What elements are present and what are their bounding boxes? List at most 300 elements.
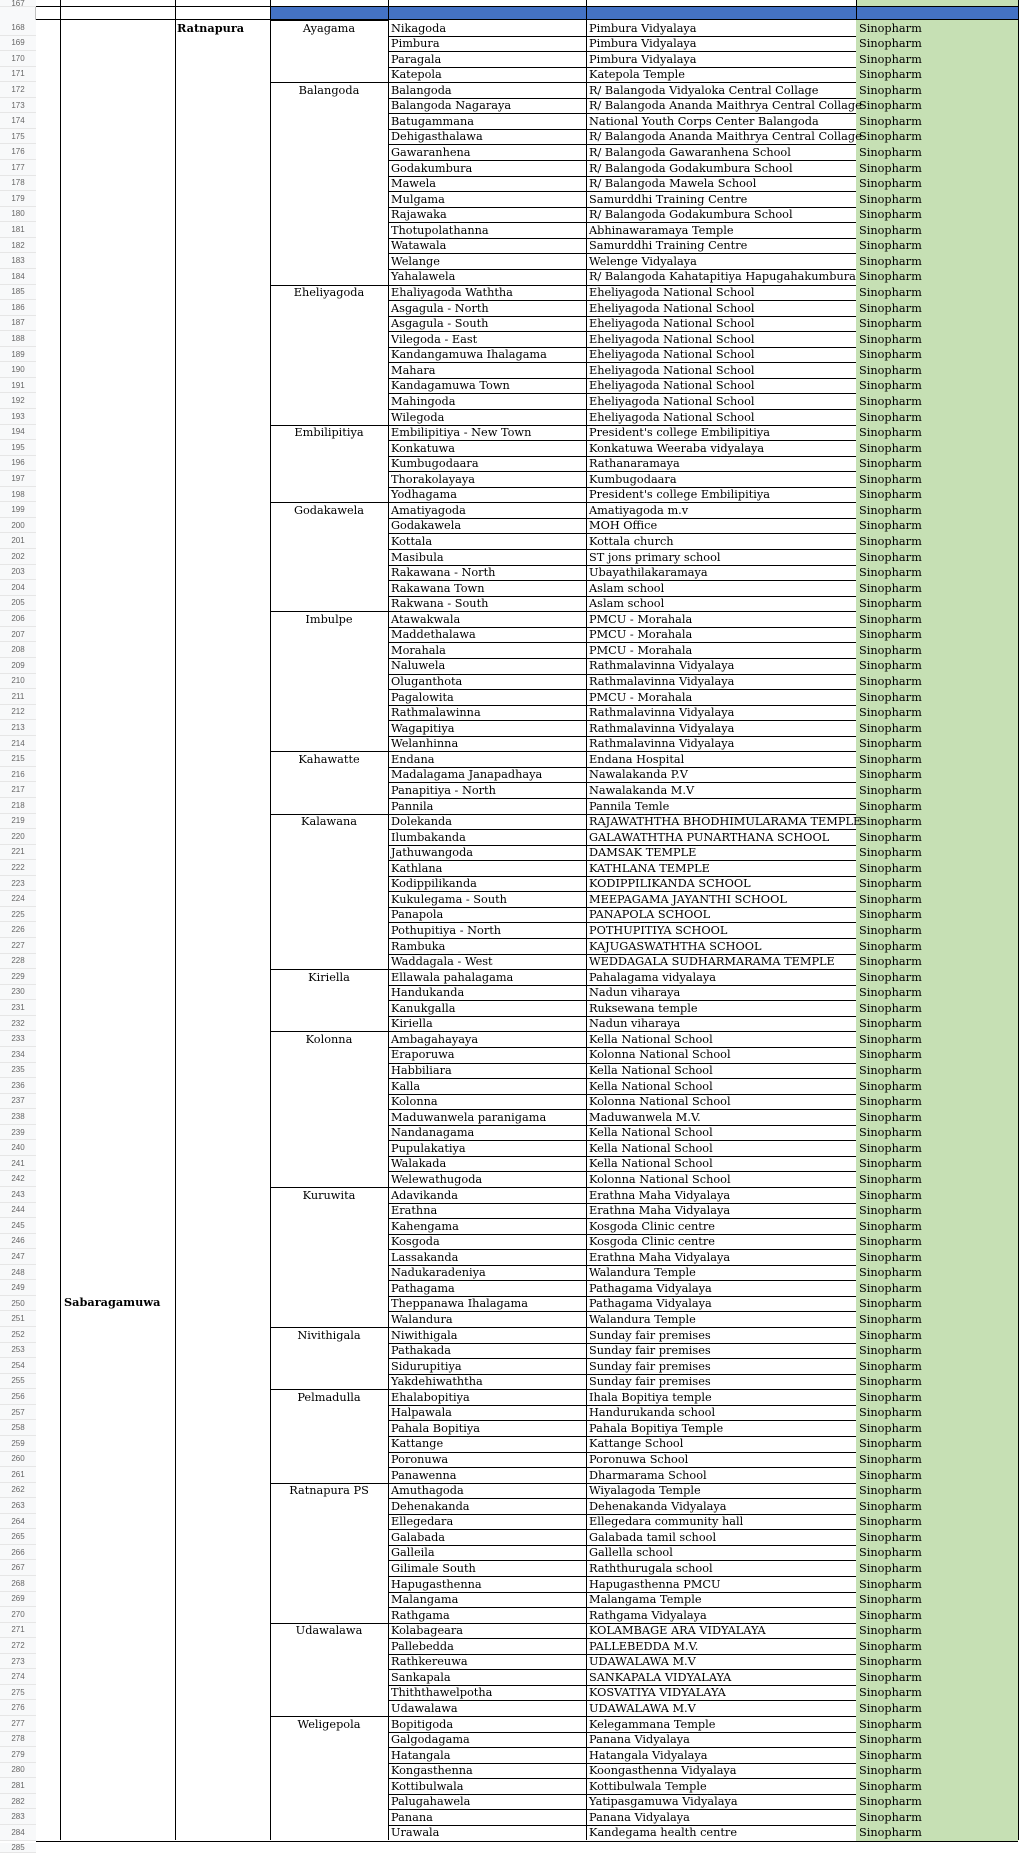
gn-division-cell[interactable]: Maduwanwela paranigama bbox=[391, 1110, 547, 1124]
venue-cell[interactable]: Abhinawaramaya Temple bbox=[589, 223, 734, 237]
venue-cell[interactable]: Rathmalavinna Vidyalaya bbox=[589, 721, 735, 735]
vaccine-cell[interactable]: Sinopharm bbox=[859, 1608, 922, 1622]
vaccine-cell[interactable]: Sinopharm bbox=[859, 239, 922, 253]
vaccine-cell[interactable]: Sinopharm bbox=[859, 1826, 922, 1840]
gn-division-cell[interactable]: Rathkereuwa bbox=[391, 1655, 468, 1669]
gn-division-cell[interactable]: Kumbugodaara bbox=[391, 457, 479, 471]
vaccine-cell[interactable]: Sinopharm bbox=[859, 923, 922, 937]
vaccine-cell[interactable]: Sinopharm bbox=[859, 1110, 922, 1124]
venue-cell[interactable]: SANKAPALA VIDYALAYA bbox=[589, 1670, 732, 1684]
gn-division-cell[interactable]: Nadukaradeniya bbox=[391, 1266, 486, 1280]
venue-cell[interactable]: Kelegammana Temple bbox=[589, 1717, 716, 1731]
vaccine-cell[interactable]: Sinopharm bbox=[859, 286, 922, 300]
venue-cell[interactable]: Ruksewana temple bbox=[589, 1001, 698, 1015]
vaccine-cell[interactable]: Sinopharm bbox=[859, 161, 922, 175]
venue-cell[interactable]: Sunday fair premises bbox=[589, 1359, 711, 1373]
gn-division-cell[interactable]: Atawakwala bbox=[391, 612, 461, 626]
vaccine-cell[interactable]: Sinopharm bbox=[859, 1095, 922, 1109]
vaccine-cell[interactable]: Sinopharm bbox=[859, 861, 922, 875]
gn-division-cell[interactable]: Hapugasthenna bbox=[391, 1577, 482, 1591]
gn-division-cell[interactable]: Dolekanda bbox=[391, 815, 452, 829]
vaccine-cell[interactable]: Sinopharm bbox=[859, 1141, 922, 1155]
vaccine-cell[interactable]: Sinopharm bbox=[859, 721, 922, 735]
venue-cell[interactable]: Kattange School bbox=[589, 1437, 684, 1451]
venue-cell[interactable]: Rathmalavinna Vidyalaya bbox=[589, 659, 735, 673]
vaccine-cell[interactable]: Sinopharm bbox=[859, 472, 922, 486]
vaccine-cell[interactable]: Sinopharm bbox=[859, 1359, 922, 1373]
venue-cell[interactable]: PMCU - Morahala bbox=[589, 612, 693, 626]
venue-cell[interactable]: Erathna Maha Vidyalaya bbox=[589, 1188, 731, 1202]
gn-division-cell[interactable]: Panawenna bbox=[391, 1468, 457, 1482]
vaccine-cell[interactable]: Sinopharm bbox=[859, 348, 922, 362]
gn-division-cell[interactable]: Kalla bbox=[391, 1079, 421, 1093]
gn-division-cell[interactable]: Watawala bbox=[391, 239, 447, 253]
vaccine-cell[interactable]: Sinopharm bbox=[859, 1017, 922, 1031]
vaccine-cell[interactable]: Sinopharm bbox=[859, 1764, 922, 1778]
gn-division-cell[interactable]: Yodhagama bbox=[391, 488, 457, 502]
gn-division-cell[interactable]: Mahara bbox=[391, 363, 436, 377]
venue-cell[interactable]: Eheliyagoda National School bbox=[589, 301, 755, 315]
vaccine-cell[interactable]: Sinopharm bbox=[859, 877, 922, 891]
venue-cell[interactable]: Pathagama Vidyalaya bbox=[589, 1297, 712, 1311]
gn-division-cell[interactable]: Rathmalawinna bbox=[391, 706, 481, 720]
vaccine-cell[interactable]: Sinopharm bbox=[859, 1779, 922, 1793]
vaccine-cell[interactable]: Sinopharm bbox=[859, 99, 922, 113]
vaccine-cell[interactable]: Sinopharm bbox=[859, 145, 922, 159]
venue-cell[interactable]: Rathanaramaya bbox=[589, 457, 680, 471]
venue-cell[interactable]: R/ Balangoda Godakumbura School bbox=[589, 161, 793, 175]
vaccine-cell[interactable]: Sinopharm bbox=[859, 1810, 922, 1824]
venue-cell[interactable]: R/ Balangoda Ananda Maithrya Central Collage bbox=[589, 130, 862, 144]
venue-cell[interactable]: PALLEBEDDA M.V. bbox=[589, 1639, 699, 1653]
gn-division-cell[interactable]: Lassakanda bbox=[391, 1250, 459, 1264]
venue-cell[interactable]: GALAWATHTHA PUNARTHANA SCHOOL bbox=[589, 830, 830, 844]
gn-division-cell[interactable]: Godakawela bbox=[391, 519, 462, 533]
gn-division-cell[interactable]: Rajawaka bbox=[391, 208, 447, 222]
vaccine-cell[interactable]: Sinopharm bbox=[859, 1515, 922, 1529]
vaccine-cell[interactable]: Sinopharm bbox=[859, 768, 922, 782]
division-cell[interactable]: Balangoda bbox=[298, 83, 360, 97]
vaccine-cell[interactable]: Sinopharm bbox=[859, 1390, 922, 1404]
gn-division-cell[interactable]: Godakumbura bbox=[391, 161, 473, 175]
gn-division-cell[interactable]: Erathna bbox=[391, 1204, 438, 1218]
division-cell[interactable]: Kiriella bbox=[308, 970, 350, 984]
vaccine-cell[interactable]: Sinopharm bbox=[859, 503, 922, 517]
venue-cell[interactable]: KOSVATIYA VIDYALAYA bbox=[589, 1686, 726, 1700]
vaccine-cell[interactable]: Sinopharm bbox=[859, 130, 922, 144]
gn-division-cell[interactable]: Masibula bbox=[391, 550, 444, 564]
venue-cell[interactable]: Sunday fair premises bbox=[589, 1328, 711, 1342]
vaccine-cell[interactable]: Sinopharm bbox=[859, 83, 922, 97]
vaccine-cell[interactable]: Sinopharm bbox=[859, 1453, 922, 1467]
gn-division-cell[interactable]: Bopitigoda bbox=[391, 1717, 454, 1731]
vaccine-cell[interactable]: Sinopharm bbox=[859, 1344, 922, 1358]
venue-cell[interactable]: Pimbura Vidyalaya bbox=[589, 52, 697, 66]
gn-division-cell[interactable]: Niwithigala bbox=[391, 1328, 458, 1342]
gn-division-cell[interactable]: Waddagala - West bbox=[391, 955, 493, 969]
gn-division-cell[interactable]: Thorakolayaya bbox=[391, 472, 475, 486]
gn-division-cell[interactable]: Pathakada bbox=[391, 1344, 451, 1358]
venue-cell[interactable]: MEEPAGAMA JAYANTHI SCHOOL bbox=[589, 892, 787, 906]
gn-division-cell[interactable]: Dehigasthalawa bbox=[391, 130, 483, 144]
division-cell[interactable]: Weligepola bbox=[297, 1717, 361, 1731]
venue-cell[interactable]: Konkatuwa Weeraba vidyalaya bbox=[589, 441, 765, 455]
venue-cell[interactable]: PMCU - Morahala bbox=[589, 643, 693, 657]
gn-division-cell[interactable]: Kiriella bbox=[391, 1017, 433, 1031]
gn-division-cell[interactable]: Mahingoda bbox=[391, 394, 456, 408]
venue-cell[interactable]: Kosgoda Clinic centre bbox=[589, 1219, 715, 1233]
vaccine-cell[interactable]: Sinopharm bbox=[859, 830, 922, 844]
gn-division-cell[interactable]: Walandura bbox=[391, 1312, 453, 1326]
venue-cell[interactable]: Sunday fair premises bbox=[589, 1375, 711, 1389]
district-cell[interactable]: Ratnapura bbox=[177, 21, 245, 35]
division-cell[interactable]: Nivithigala bbox=[297, 1328, 361, 1342]
gn-division-cell[interactable]: Jathuwangoda bbox=[391, 846, 474, 860]
venue-cell[interactable]: R/ Balangoda Vidyaloka Central Collage bbox=[589, 83, 819, 97]
venue-cell[interactable]: Eheliyagoda National School bbox=[589, 317, 755, 331]
gn-division-cell[interactable]: Eraporuwa bbox=[391, 1048, 455, 1062]
vaccine-cell[interactable]: Sinopharm bbox=[859, 752, 922, 766]
vaccine-cell[interactable]: Sinopharm bbox=[859, 1421, 922, 1435]
gn-division-cell[interactable]: Pahala Bopitiya bbox=[391, 1421, 480, 1435]
vaccine-cell[interactable]: Sinopharm bbox=[859, 1048, 922, 1062]
gn-division-cell[interactable]: Pothupitiya - North bbox=[391, 923, 502, 937]
vaccine-cell[interactable]: Sinopharm bbox=[859, 1670, 922, 1684]
gn-division-cell[interactable]: Ellawala pahalagama bbox=[391, 970, 514, 984]
venue-cell[interactable]: RAJAWATHTHA BHODHIMULARAMA TEMPLE bbox=[589, 815, 862, 829]
province-cell[interactable]: Sabaragamuwa bbox=[64, 1295, 161, 1309]
gn-division-cell[interactable]: Madalagama Janapadhaya bbox=[391, 768, 543, 782]
gn-division-cell[interactable]: Endana bbox=[391, 752, 435, 766]
vaccine-cell[interactable]: Sinopharm bbox=[859, 690, 922, 704]
venue-cell[interactable]: DAMSAK TEMPLE bbox=[589, 846, 697, 860]
gn-division-cell[interactable]: Kottala bbox=[391, 534, 433, 548]
venue-cell[interactable]: Eheliyagoda National School bbox=[589, 410, 755, 424]
gn-division-cell[interactable]: Yahalawela bbox=[391, 270, 456, 284]
venue-cell[interactable]: Maduwanwela M.V. bbox=[589, 1110, 701, 1124]
venue-cell[interactable]: Pimbura Vidyalaya bbox=[589, 21, 697, 35]
vaccine-cell[interactable]: Sinopharm bbox=[859, 1717, 922, 1731]
venue-cell[interactable]: POTHUPITIYA SCHOOL bbox=[589, 923, 728, 937]
gn-division-cell[interactable]: Pupulakatiya bbox=[391, 1141, 466, 1155]
vaccine-cell[interactable]: Sinopharm bbox=[859, 1655, 922, 1669]
venue-cell[interactable]: Kella National School bbox=[589, 1079, 713, 1093]
venue-cell[interactable]: Rathmalavinna Vidyalaya bbox=[589, 706, 735, 720]
vaccine-cell[interactable]: Sinopharm bbox=[859, 612, 922, 626]
venue-cell[interactable]: R/ Balangoda Ananda Maithrya Central Collage bbox=[589, 99, 862, 113]
vaccine-cell[interactable]: Sinopharm bbox=[859, 1204, 922, 1218]
gn-division-cell[interactable]: Balangoda bbox=[391, 83, 452, 97]
venue-cell[interactable]: Kosgoda Clinic centre bbox=[589, 1235, 715, 1249]
venue-cell[interactable]: KODIPPILIKANDA SCHOOL bbox=[589, 877, 751, 891]
vaccine-cell[interactable]: Sinopharm bbox=[859, 628, 922, 642]
gn-division-cell[interactable]: Pimbura bbox=[391, 37, 440, 51]
venue-cell[interactable]: Katepola Temple bbox=[589, 68, 685, 82]
venue-cell[interactable]: Aslam school bbox=[589, 597, 665, 611]
gn-division-cell[interactable]: Udawalawa bbox=[391, 1701, 458, 1715]
division-cell[interactable]: Ayagama bbox=[302, 21, 356, 35]
venue-cell[interactable]: Rathmalavinna Vidyalaya bbox=[589, 737, 735, 751]
vaccine-cell[interactable]: Sinopharm bbox=[859, 114, 922, 128]
gn-division-cell[interactable]: Asgagula - South bbox=[391, 317, 489, 331]
gn-division-cell[interactable]: Urawala bbox=[391, 1826, 440, 1840]
vaccine-cell[interactable]: Sinopharm bbox=[859, 1126, 922, 1140]
gn-division-cell[interactable]: Mawela bbox=[391, 177, 437, 191]
venue-cell[interactable]: PMCU - Morahala bbox=[589, 690, 693, 704]
vaccine-cell[interactable]: Sinopharm bbox=[859, 1593, 922, 1607]
venue-cell[interactable]: Kolonna National School bbox=[589, 1095, 731, 1109]
vaccine-cell[interactable]: Sinopharm bbox=[859, 317, 922, 331]
gn-division-cell[interactable]: Oluganthota bbox=[391, 675, 463, 689]
venue-cell[interactable]: Dehenakanda Vidyalaya bbox=[589, 1499, 727, 1513]
gn-division-cell[interactable]: Thiththawelpotha bbox=[391, 1686, 493, 1700]
division-cell[interactable]: Kuruwita bbox=[302, 1188, 356, 1202]
gn-division-cell[interactable]: Embilipitiya - New Town bbox=[391, 426, 532, 440]
division-cell[interactable]: Kolonna bbox=[305, 1032, 353, 1046]
venue-cell[interactable]: Nawalakanda P.V bbox=[589, 768, 688, 782]
venue-cell[interactable]: Eheliyagoda National School bbox=[589, 394, 755, 408]
gn-division-cell[interactable]: Katepola bbox=[391, 68, 442, 82]
gn-division-cell[interactable]: Nandanagama bbox=[391, 1126, 475, 1140]
vaccine-cell[interactable]: Sinopharm bbox=[859, 566, 922, 580]
gn-division-cell[interactable]: Ambagahayaya bbox=[391, 1032, 479, 1046]
venue-cell[interactable]: Walandura Temple bbox=[589, 1312, 696, 1326]
vaccine-cell[interactable]: Sinopharm bbox=[859, 1577, 922, 1591]
venue-cell[interactable]: Galabada tamil school bbox=[589, 1530, 717, 1544]
division-cell[interactable]: Kahawatte bbox=[298, 752, 360, 766]
venue-cell[interactable]: Welenge Vidyalaya bbox=[589, 254, 697, 268]
gn-division-cell[interactable]: Sankapala bbox=[391, 1670, 451, 1684]
venue-cell[interactable]: UDAWALAWA M.V bbox=[589, 1701, 696, 1715]
vaccine-cell[interactable]: Sinopharm bbox=[859, 970, 922, 984]
vaccine-cell[interactable]: Sinopharm bbox=[859, 1624, 922, 1638]
gn-division-cell[interactable]: Balangoda Nagaraya bbox=[391, 99, 512, 113]
venue-cell[interactable]: Kandegama health centre bbox=[589, 1826, 738, 1840]
gn-division-cell[interactable]: Ehaliyagoda Waththa bbox=[391, 286, 513, 300]
venue-cell[interactable]: Walandura Temple bbox=[589, 1266, 696, 1280]
gn-division-cell[interactable]: Pannila bbox=[391, 799, 434, 813]
vaccine-cell[interactable]: Sinopharm bbox=[859, 1375, 922, 1389]
gn-division-cell[interactable]: Rakawana Town bbox=[391, 581, 485, 595]
vaccine-cell[interactable]: Sinopharm bbox=[859, 815, 922, 829]
gn-division-cell[interactable]: Handukanda bbox=[391, 986, 465, 1000]
gn-division-cell[interactable]: Konkatuwa bbox=[391, 441, 456, 455]
vaccine-cell[interactable]: Sinopharm bbox=[859, 52, 922, 66]
vaccine-cell[interactable]: Sinopharm bbox=[859, 908, 922, 922]
venue-cell[interactable]: Nadun viharaya bbox=[589, 986, 681, 1000]
division-cell[interactable]: Pelmadulla bbox=[297, 1390, 361, 1404]
vaccine-cell[interactable]: Sinopharm bbox=[859, 1437, 922, 1451]
vaccine-cell[interactable]: Sinopharm bbox=[859, 1328, 922, 1342]
gn-division-cell[interactable]: Yakdehiwaththa bbox=[391, 1375, 483, 1389]
vaccine-cell[interactable]: Sinopharm bbox=[859, 519, 922, 533]
division-cell[interactable]: Eheliyagoda bbox=[293, 286, 365, 300]
vaccine-cell[interactable]: Sinopharm bbox=[859, 1499, 922, 1513]
venue-cell[interactable]: Koongasthenna Vidyalaya bbox=[589, 1764, 737, 1778]
venue-cell[interactable]: Ubayathilakaramaya bbox=[589, 566, 708, 580]
division-cell[interactable]: Kalawana bbox=[301, 815, 357, 829]
vaccine-cell[interactable]: Sinopharm bbox=[859, 1468, 922, 1482]
venue-cell[interactable]: Eheliyagoda National School bbox=[589, 348, 755, 362]
venue-cell[interactable]: Panana Vidyalaya bbox=[589, 1810, 690, 1824]
gn-division-cell[interactable]: Batugammana bbox=[391, 114, 474, 128]
gn-division-cell[interactable]: Kahengama bbox=[391, 1219, 459, 1233]
venue-cell[interactable]: Panana Vidyalaya bbox=[589, 1733, 690, 1747]
gn-division-cell[interactable]: Galgodagama bbox=[391, 1733, 470, 1747]
venue-cell[interactable]: Hapugasthenna PMCU bbox=[589, 1577, 721, 1591]
gn-division-cell[interactable]: Sidurupitiya bbox=[391, 1359, 462, 1373]
vaccine-cell[interactable]: Sinopharm bbox=[859, 1530, 922, 1544]
venue-cell[interactable]: Nawalakanda M.V bbox=[589, 783, 695, 797]
venue-cell[interactable]: Kella National School bbox=[589, 1126, 713, 1140]
gn-division-cell[interactable]: Nikagoda bbox=[391, 21, 447, 35]
gn-division-cell[interactable]: Mulgama bbox=[391, 192, 445, 206]
venue-cell[interactable]: Kottibulwala Temple bbox=[589, 1779, 707, 1793]
venue-cell[interactable]: R/ Balangoda Gawaranhena School bbox=[589, 145, 791, 159]
vaccine-cell[interactable]: Sinopharm bbox=[859, 846, 922, 860]
vaccine-cell[interactable]: Sinopharm bbox=[859, 1157, 922, 1171]
vaccine-cell[interactable]: Sinopharm bbox=[859, 254, 922, 268]
gn-division-cell[interactable]: Theppanawa Ihalagama bbox=[391, 1297, 528, 1311]
vaccine-cell[interactable]: Sinopharm bbox=[859, 1235, 922, 1249]
vaccine-cell[interactable]: Sinopharm bbox=[859, 1001, 922, 1015]
gn-division-cell[interactable]: Walakada bbox=[391, 1157, 447, 1171]
gn-division-cell[interactable]: Wagapitiya bbox=[391, 721, 455, 735]
gn-division-cell[interactable]: Hatangala bbox=[391, 1748, 451, 1762]
vaccine-cell[interactable]: Sinopharm bbox=[859, 441, 922, 455]
vaccine-cell[interactable]: Sinopharm bbox=[859, 643, 922, 657]
gn-division-cell[interactable]: Panapola bbox=[391, 908, 444, 922]
gn-division-cell[interactable]: Vilegoda - East bbox=[391, 332, 478, 346]
venue-cell[interactable]: Poronuwa School bbox=[589, 1453, 689, 1467]
venue-cell[interactable]: Kolonna National School bbox=[589, 1172, 731, 1186]
venue-cell[interactable]: National Youth Corps Center Balangoda bbox=[589, 114, 819, 128]
gn-division-cell[interactable]: Ellegedara bbox=[391, 1515, 454, 1529]
venue-cell[interactable]: Kolonna National School bbox=[589, 1048, 731, 1062]
gn-division-cell[interactable]: Malangama bbox=[391, 1593, 459, 1607]
venue-cell[interactable]: Erathna Maha Vidyalaya bbox=[589, 1204, 731, 1218]
gn-division-cell[interactable]: Ilumbakanda bbox=[391, 830, 466, 844]
gn-division-cell[interactable]: Panapitiya - North bbox=[391, 783, 496, 797]
gn-division-cell[interactable]: Naluwela bbox=[391, 659, 446, 673]
vaccine-cell[interactable]: Sinopharm bbox=[859, 659, 922, 673]
vaccine-cell[interactable]: Sinopharm bbox=[859, 1748, 922, 1762]
venue-cell[interactable]: Handurukanda school bbox=[589, 1406, 716, 1420]
gn-division-cell[interactable]: Welewathugoda bbox=[391, 1172, 483, 1186]
venue-cell[interactable]: Pimbura Vidyalaya bbox=[589, 37, 697, 51]
gn-division-cell[interactable]: Adavikanda bbox=[391, 1188, 458, 1202]
venue-cell[interactable]: PMCU - Morahala bbox=[589, 628, 693, 642]
vaccine-cell[interactable]: Sinopharm bbox=[859, 488, 922, 502]
division-cell[interactable]: Godakawela bbox=[293, 503, 365, 517]
venue-cell[interactable]: President's college Embilipitiya bbox=[589, 488, 771, 502]
gn-division-cell[interactable]: Poronuwa bbox=[391, 1453, 449, 1467]
vaccine-cell[interactable]: Sinopharm bbox=[859, 208, 922, 222]
venue-cell[interactable]: KOLAMBAGE ARA VIDYALAYA bbox=[589, 1624, 766, 1638]
gn-division-cell[interactable]: Thotupolathanna bbox=[391, 223, 489, 237]
venue-cell[interactable]: Kella National School bbox=[589, 1032, 713, 1046]
division-cell[interactable]: Udawalawa bbox=[295, 1624, 363, 1638]
gn-division-cell[interactable]: Asgagula - North bbox=[391, 301, 489, 315]
venue-cell[interactable]: Hatangala Vidyalaya bbox=[589, 1748, 708, 1762]
vaccine-cell[interactable]: Sinopharm bbox=[859, 1064, 922, 1078]
vaccine-cell[interactable]: Sinopharm bbox=[859, 1172, 922, 1186]
gn-division-cell[interactable]: Rambuka bbox=[391, 939, 446, 953]
vaccine-cell[interactable]: Sinopharm bbox=[859, 1281, 922, 1295]
gn-division-cell[interactable]: Galabada bbox=[391, 1530, 446, 1544]
gn-division-cell[interactable]: Kolonna bbox=[391, 1095, 438, 1109]
venue-cell[interactable]: Samurddhi Training Centre bbox=[589, 192, 748, 206]
vaccine-cell[interactable]: Sinopharm bbox=[859, 379, 922, 393]
venue-cell[interactable]: Pahala Bopitiya Temple bbox=[589, 1421, 724, 1435]
division-cell[interactable]: Ratnapura PS bbox=[289, 1484, 369, 1498]
gn-division-cell[interactable]: Kukulegama - South bbox=[391, 892, 507, 906]
vaccine-cell[interactable]: Sinopharm bbox=[859, 1406, 922, 1420]
gn-division-cell[interactable]: Kosgoda bbox=[391, 1235, 440, 1249]
gn-division-cell[interactable]: Dehenakanda bbox=[391, 1499, 470, 1513]
venue-cell[interactable]: Eheliyagoda National School bbox=[589, 286, 755, 300]
venue-cell[interactable]: Gallella school bbox=[589, 1546, 673, 1560]
gn-division-cell[interactable]: Amatiyagoda bbox=[391, 503, 466, 517]
vaccine-cell[interactable]: Sinopharm bbox=[859, 1250, 922, 1264]
vaccine-cell[interactable]: Sinopharm bbox=[859, 192, 922, 206]
vaccine-cell[interactable]: Sinopharm bbox=[859, 1546, 922, 1560]
venue-cell[interactable]: Rathmalavinna Vidyalaya bbox=[589, 675, 735, 689]
vaccine-cell[interactable]: Sinopharm bbox=[859, 1484, 922, 1498]
gn-division-cell[interactable]: Kandangamuwa Ihalagama bbox=[391, 348, 547, 362]
gn-division-cell[interactable]: Kandagamuwa Town bbox=[391, 379, 510, 393]
gn-division-cell[interactable]: Halpawala bbox=[391, 1406, 452, 1420]
venue-cell[interactable]: Ihala Bopitiya temple bbox=[589, 1390, 712, 1404]
venue-cell[interactable]: PANAPOLA SCHOOL bbox=[589, 908, 711, 922]
gn-division-cell[interactable]: Morahala bbox=[391, 643, 446, 657]
venue-cell[interactable]: KATHLANA TEMPLE bbox=[589, 861, 710, 875]
venue-cell[interactable]: Sunday fair premises bbox=[589, 1344, 711, 1358]
venue-cell[interactable]: Raththurugala school bbox=[589, 1561, 713, 1575]
venue-cell[interactable]: Kella National School bbox=[589, 1064, 713, 1078]
vaccine-cell[interactable]: Sinopharm bbox=[859, 799, 922, 813]
venue-cell[interactable]: Eheliyagoda National School bbox=[589, 363, 755, 377]
vaccine-cell[interactable]: Sinopharm bbox=[859, 986, 922, 1000]
gn-division-cell[interactable]: Habbiliara bbox=[391, 1064, 452, 1078]
gn-division-cell[interactable]: Amuthagoda bbox=[391, 1484, 464, 1498]
vaccine-cell[interactable]: Sinopharm bbox=[859, 426, 922, 440]
gn-division-cell[interactable]: Wilegoda bbox=[391, 410, 445, 424]
vaccine-cell[interactable]: Sinopharm bbox=[859, 37, 922, 51]
vaccine-cell[interactable]: Sinopharm bbox=[859, 457, 922, 471]
venue-cell[interactable]: Amatiyagoda m.v bbox=[589, 503, 689, 517]
vaccine-cell[interactable]: Sinopharm bbox=[859, 597, 922, 611]
venue-cell[interactable]: Kumbugodaara bbox=[589, 472, 677, 486]
vaccine-cell[interactable]: Sinopharm bbox=[859, 1266, 922, 1280]
vaccine-cell[interactable]: Sinopharm bbox=[859, 270, 922, 284]
gn-division-cell[interactable]: Kottibulwala bbox=[391, 1779, 464, 1793]
vaccine-cell[interactable]: Sinopharm bbox=[859, 223, 922, 237]
venue-cell[interactable]: Nadun viharaya bbox=[589, 1017, 681, 1031]
vaccine-cell[interactable]: Sinopharm bbox=[859, 1297, 922, 1311]
venue-cell[interactable]: Ellegedara community hall bbox=[589, 1515, 744, 1529]
venue-cell[interactable]: WEDDAGALA SUDHARMARAMA TEMPLE bbox=[589, 955, 835, 969]
venue-cell[interactable]: Eheliyagoda National School bbox=[589, 332, 755, 346]
venue-cell[interactable]: Kella National School bbox=[589, 1141, 713, 1155]
vaccine-cell[interactable]: Sinopharm bbox=[859, 1701, 922, 1715]
venue-cell[interactable]: Kottala church bbox=[589, 534, 674, 548]
vaccine-cell[interactable]: Sinopharm bbox=[859, 177, 922, 191]
venue-cell[interactable]: Aslam school bbox=[589, 581, 665, 595]
gn-division-cell[interactable]: Panana bbox=[391, 1810, 433, 1824]
gn-division-cell[interactable]: Palugahawela bbox=[391, 1795, 471, 1809]
gn-division-cell[interactable]: Galleila bbox=[391, 1546, 435, 1560]
